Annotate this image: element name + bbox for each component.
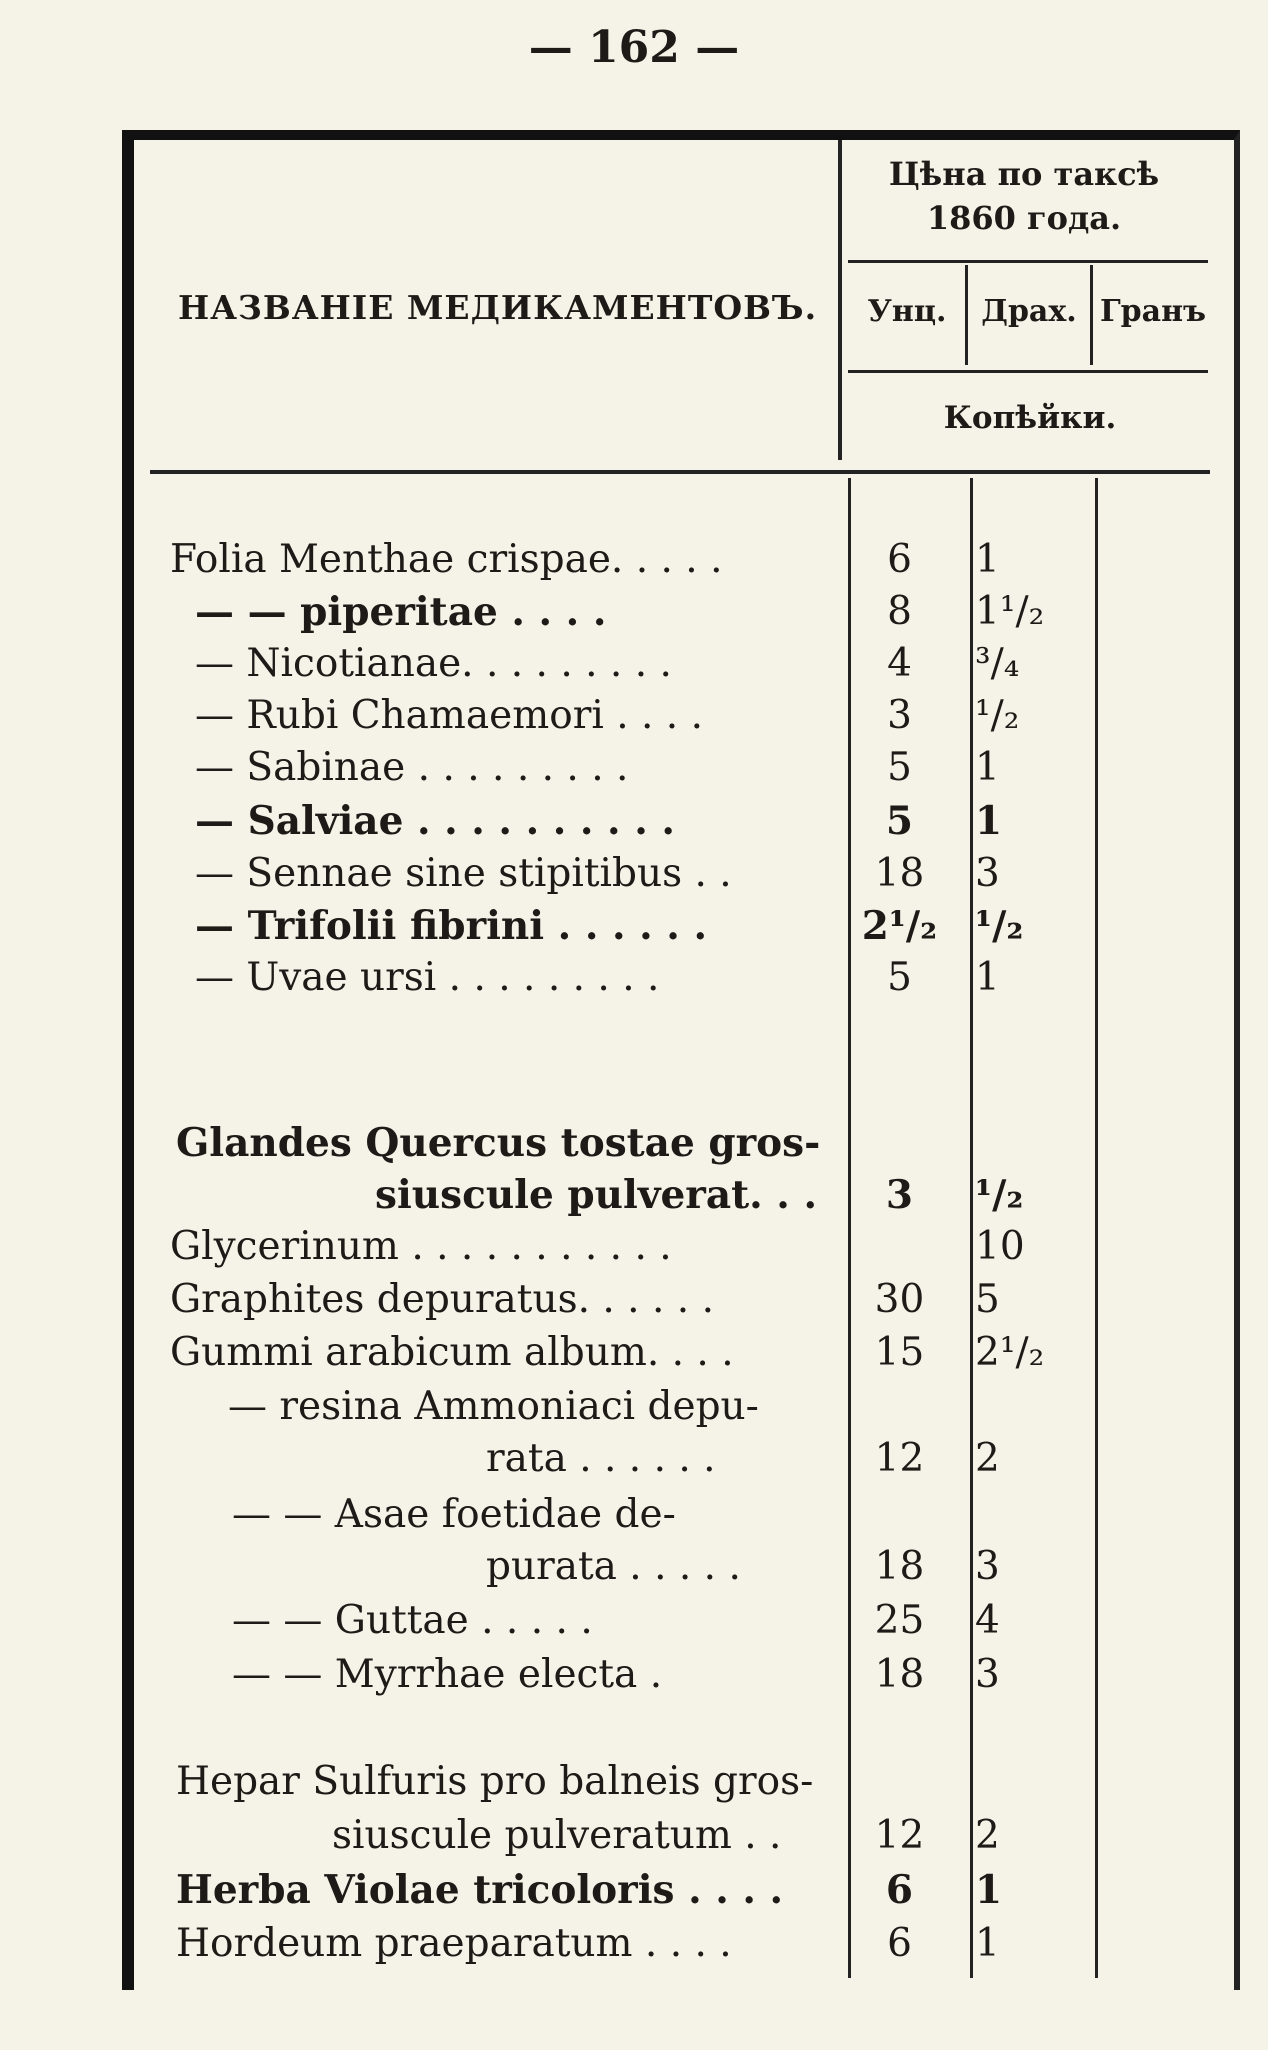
price-ounce: 5 [885, 798, 914, 844]
header-bottom-rule [150, 470, 1210, 474]
table-row [0, 1542, 1268, 1592]
price-drachm: 1 [975, 1867, 1003, 1913]
table-row [0, 535, 1268, 585]
medicament-name: siuscule pulveratum . . [332, 1813, 782, 1858]
price-ounce: 3 [885, 1172, 914, 1218]
price-drachm: 10 [975, 1224, 1025, 1269]
medicament-name: — Sabinae . . . . . . . . . [195, 745, 629, 790]
medicament-name: — — Asae foetidae de- [232, 1492, 676, 1537]
medicament-name: — Salviae . . . . . . . . . . [195, 798, 675, 844]
price-drachm: 1 [975, 955, 1000, 1000]
medicament-name: Folia Menthae crispae. . . . . [170, 537, 723, 582]
price-drachm: 2¹/₂ [975, 1330, 1045, 1375]
price-drachm: 1¹/₂ [975, 589, 1045, 634]
price-ounce: 6 [885, 1867, 914, 1913]
table-row [0, 587, 1268, 637]
price-ounce: 18 [874, 851, 925, 896]
table-row [0, 1328, 1268, 1378]
table-row [0, 1919, 1268, 1969]
price-ounce: 30 [874, 1277, 925, 1322]
unit-grain: Гранъ [1099, 294, 1207, 329]
table-row [0, 953, 1268, 1003]
price-ounce: 18 [874, 1652, 925, 1697]
price-drachm: 2 [975, 1813, 1000, 1858]
price-drachm: 2 [975, 1436, 1000, 1481]
medicament-name: Glycerinum . . . . . . . . . . . [170, 1224, 672, 1269]
medicament-name: — — Guttae . . . . . [232, 1598, 593, 1643]
table-row [0, 1650, 1268, 1700]
medicament-name: — Trifolii fibrini . . . . . . [195, 903, 708, 949]
price-ounce: 6 [887, 537, 912, 582]
medicament-name: — Uvae ursi . . . . . . . . . [195, 955, 660, 1000]
page-number: — 162 — [528, 22, 740, 73]
price-ounce: 3 [887, 693, 912, 738]
table-row [0, 1118, 1268, 1168]
table-row [0, 691, 1268, 741]
table-row [0, 1490, 1268, 1540]
medicament-name: Hepar Sulfuris pro balneis gros- [176, 1759, 814, 1804]
price-ounce: 12 [874, 1436, 925, 1481]
price-drachm: ¹/₂ [975, 1172, 1024, 1218]
table-row [0, 1170, 1268, 1220]
price-drachm: 5 [975, 1277, 1000, 1322]
price-drachm: 1 [975, 1921, 1000, 1966]
medicament-name: — Rubi Chamaemori . . . . [195, 693, 703, 738]
table-row [0, 1757, 1268, 1807]
price-drachm: 3 [975, 1652, 1000, 1697]
table-row [0, 1811, 1268, 1861]
table-row [0, 743, 1268, 793]
medicament-name: — — Myrrhae electa . [232, 1652, 663, 1697]
table-row [0, 1382, 1268, 1432]
table-row [0, 1596, 1268, 1646]
medicament-name: rata . . . . . . [486, 1436, 716, 1481]
medicament-name: Gummi arabicum album. . . . [170, 1330, 734, 1375]
header-divider [1090, 265, 1093, 365]
price-ounce: 25 [874, 1598, 925, 1643]
header-rule [848, 370, 1208, 373]
price-header-line: Цѣна по таксѣ [888, 155, 1160, 193]
price-header [854, 152, 1194, 240]
price-drachm: 3 [975, 851, 1000, 896]
price-drachm: 4 [975, 1598, 1000, 1643]
currency-label: Копѣйки. [943, 400, 1117, 436]
table-row [0, 1865, 1268, 1915]
medicament-name: siuscule pulverat. . . [375, 1172, 818, 1218]
table-row [0, 1434, 1268, 1484]
medicament-name: Hordeum praeparatum . . . . [176, 1921, 732, 1966]
price-ounce: 8 [887, 589, 912, 634]
header-divider [965, 265, 968, 365]
table-row [0, 901, 1268, 951]
price-ounce: 12 [874, 1813, 925, 1858]
price-header-line: 1860 года. [926, 199, 1122, 237]
price-ounce: 4 [887, 641, 912, 686]
medicament-name: — resina Ammoniaci depu- [228, 1384, 759, 1429]
medicament-name: — Sennae sine stipitibus . . [195, 851, 732, 896]
price-ounce: 18 [874, 1544, 925, 1589]
table-row [0, 849, 1268, 899]
unit-drachm: Драх. [981, 294, 1077, 329]
medicament-name: — — piperitae . . . . [195, 589, 607, 635]
price-ounce: 6 [887, 1921, 912, 1966]
medicament-name: Herba Violae tricoloris . . . . [176, 1867, 784, 1913]
header-divider [838, 140, 842, 460]
price-drachm: 3 [975, 1544, 1000, 1589]
price-drachm: ¹/₂ [975, 693, 1020, 738]
medicament-name: — Nicotianae. . . . . . . . . [195, 641, 672, 686]
medicament-name: Graphites depuratus. . . . . . [170, 1277, 714, 1322]
price-ounce: 5 [887, 745, 912, 790]
price-drachm: 1 [975, 745, 1000, 790]
price-ounce: 5 [887, 955, 912, 1000]
table-row [0, 1275, 1268, 1325]
unit-ounce: Унц. [867, 294, 947, 329]
column-title: НАЗВАНІЕ МЕДИКАМЕНТОВЪ. [178, 288, 818, 327]
price-drachm: 1 [975, 537, 1000, 582]
price-drachm: ¹/₂ [975, 903, 1024, 949]
table-row [0, 1222, 1268, 1272]
medicament-name: Glandes Quercus tostae gros- [176, 1120, 821, 1166]
header-rule [848, 260, 1208, 263]
price-ounce: 15 [874, 1330, 925, 1375]
medicament-name: purata . . . . . [486, 1544, 741, 1589]
price-ounce: 2¹/₂ [861, 903, 938, 949]
price-drachm: 1 [975, 798, 1003, 844]
price-drachm: ³/₄ [975, 641, 1020, 686]
table-row [0, 796, 1268, 846]
table-row [0, 639, 1268, 689]
